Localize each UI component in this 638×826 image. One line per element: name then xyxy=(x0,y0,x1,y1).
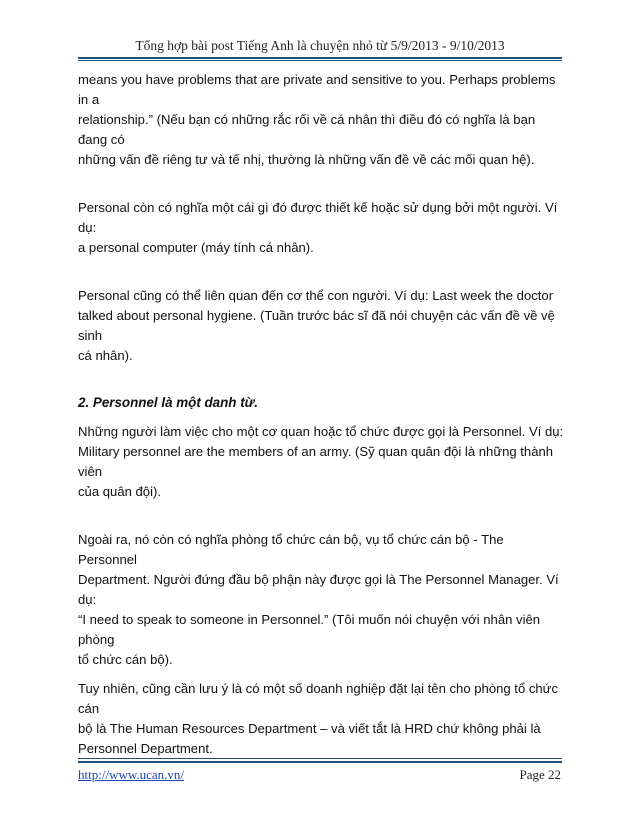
paragraph-personal-designed: Personal còn có nghĩa một cái gì đó được thiết kế hoặc sử dụng bởi một người. Ví dụ: a personal computer (máy tính cá nhân). xyxy=(78,200,558,255)
section-heading-personnel: 2. Personnel là một danh từ. xyxy=(78,395,258,410)
page-header-title: Tổng hợp bài post Tiếng Anh là chuyện nhỏ từ 5/9/2013 - 9/10/2013 xyxy=(135,38,505,53)
footer-rule-thick xyxy=(78,761,562,763)
paragraph-personal-body: Personal cũng có thể liên quan đến cơ thể con người. Ví dụ: Last week the doctor talked about personal hygiene. (Tuần trước bác sĩ đã nói chuyện các vấn đề về vệ sinh cá nhân). xyxy=(78,288,555,363)
footer-rule-thin xyxy=(78,758,562,759)
paragraph-personnel-people: Những người làm việc cho một cơ quan hoặc tổ chức được gọi là Personnel. Ví dụ: Military personnel are the members of an army. (Sỹ quan quân đội là những thành viên của quân đội). xyxy=(78,424,564,499)
paragraph-personnel-department: Ngoài ra, nó còn có nghĩa phòng tổ chức cán bộ, vụ tổ chức cán bộ - The Personnel Department. Người đứng đầu bộ phận này được gọi là The Personnel Manager. Ví dụ: “I need to speak to someone in Personnel.” (Tôi muốn nói chuyện với nhân viên phòng tổ chức cán bộ). xyxy=(78,532,559,667)
page-number: Page 22 xyxy=(519,767,561,782)
paragraph-hrd-note: Tuy nhiên, cũng cần lưu ý là có một số doanh nghiệp đặt lại tên cho phòng tổ chức cán bộ là The Human Resources Department – và viết tắt là HRD chứ không phải là Personnel Department. xyxy=(78,681,558,756)
header-rule-thin xyxy=(78,60,562,61)
paragraph-personal-problems: means you have problems that are private and sensitive to you. Perhaps problems in a relationship.” (Nếu bạn có những rắc rối về cá nhân thì điều đó có nghĩa là bạn đang có những vấn đề riêng tư và tế nhị, thường là những vấn đề về các mối quan hệ). xyxy=(78,72,556,167)
document-body xyxy=(78,70,564,759)
header-rule-thick xyxy=(78,57,562,59)
footer-website-link[interactable]: http://www.ucan.vn/ xyxy=(78,767,185,782)
